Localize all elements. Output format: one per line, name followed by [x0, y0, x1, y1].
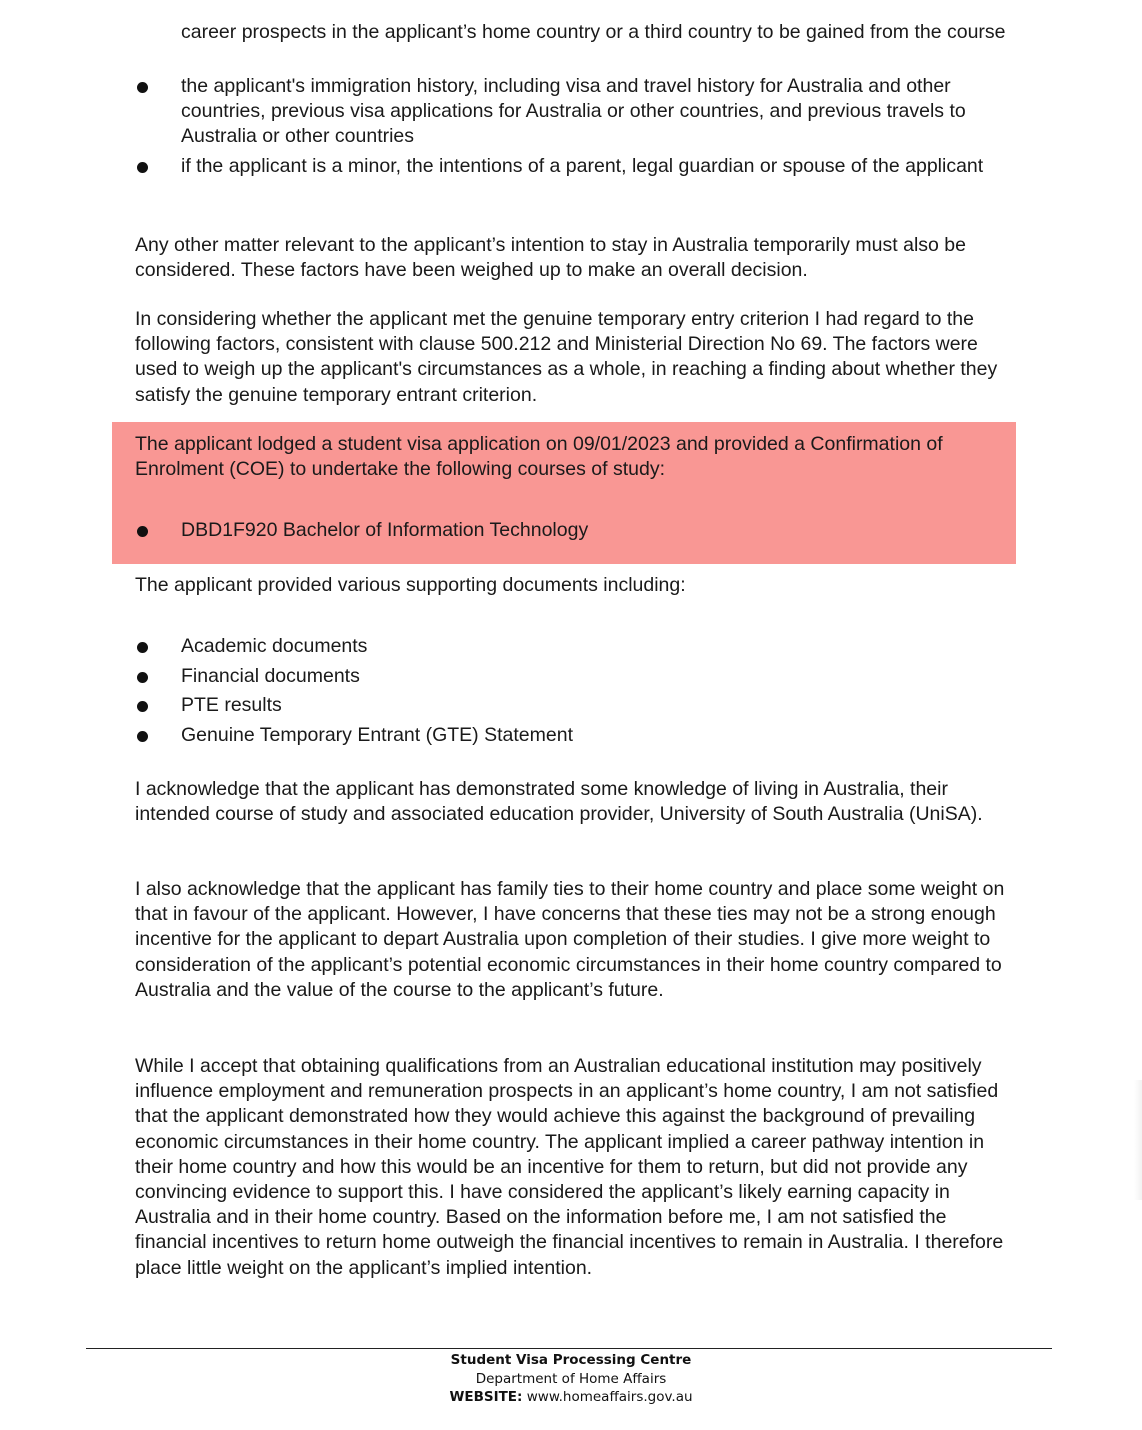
paragraph-acknowledge-family-ties: I also acknowledge that the applicant has family ties to their home country and place some weight on that in favour of the applicant. However, I have concerns that these ties may not be a strong enough incentive for the applicant to depart Australia upon completion of their studies. I give more weight to consideration of the applicant’s potential economic circumstances in their home country compared to Australia and the value of the course to the applicant’s future.	[135, 878, 1005, 1001]
list-item-text: if the applicant is a minor, the intentions of a parent, legal guardian or spouse of the applicant	[181, 154, 984, 177]
bullet-dot-icon	[137, 672, 148, 683]
bullet-dot-icon	[137, 526, 148, 537]
course-name: DBD1F920 Bachelor of Information Technology	[181, 519, 589, 541]
supporting-docs-list	[0, 634, 1020, 748]
list-item-text: Genuine Temporary Entrant (GTE) Statement	[181, 724, 573, 747]
list-item-text: the applicant's immigration history, including visa and travel history for Australia and other countries, previous visa applications for Australia or other countries, and previous travels to Australia or other countries	[181, 75, 966, 148]
list-item	[0, 693, 1020, 718]
bullet-dot-icon	[137, 162, 148, 173]
bullet-dot-icon	[137, 642, 148, 653]
footer-website-label: WEBSITE:	[449, 1389, 523, 1405]
list-item	[0, 154, 1011, 179]
page-footer	[0, 1351, 1142, 1407]
paragraph-supporting-intro: The applicant provided various supporting documents including:	[135, 574, 686, 596]
footer-website-url: www.homeaffairs.gov.au	[526, 1389, 693, 1405]
bullet-dot-icon	[137, 82, 148, 93]
paragraph-considering: In considering whether the applicant met the genuine temporary entry criterion I had regard to the following factors, consistent with clause 500.212 and Ministerial Direction No 69. The factors were used to weigh up the applicant's circumstances as a whole, in reaching a finding about whether they satisfy the genuine temporary entrant criterion.	[135, 308, 998, 406]
list-item-text: Academic documents	[181, 635, 368, 657]
list-item-text: Financial documents	[181, 664, 360, 687]
footer-website-line	[0, 1388, 1142, 1407]
list-item	[0, 74, 1011, 150]
paragraph-lodged-application: The applicant lodged a student visa application on 09/01/2023 and provided a Confirmation of Enrolment (COE) to undertake the following courses of study:	[135, 433, 943, 481]
paragraph-economic-circumstances: While I accept that obtaining qualifications from an Australian educational institution may positively influence employment and remuneration prospects in an applicant’s home country, I am not satisfied that the applicant demonstrated how they would achieve this against the background of prevailing economic circumstances in their home country. The applicant implied a career pathway intention in their home country and how this would be an incentive for them to return, but did not provide any convincing evidence to support this. I have considered the applicant’s likely earning capacity in Australia and in their home country. Based on the information before me, I am not satisfied the financial incentives to return home outweigh the financial incentives to remain in Australia. I therefore place little weight on the applicant’s implied intention.	[135, 1055, 1004, 1279]
scan-edge-shadow	[1134, 1080, 1142, 1200]
list-item	[0, 664, 1020, 689]
course-list	[0, 518, 1020, 543]
list-item	[0, 518, 1020, 543]
footer-department: Department of Home Affairs	[475, 1370, 667, 1387]
footer-centre-name: Student Visa Processing Centre	[450, 1352, 692, 1368]
paragraph-acknowledge-knowledge: I acknowledge that the applicant has demonstrated some knowledge of living in Australia, their intended course of study and associated education provider, University of South Australia (UniSA).	[135, 778, 983, 826]
bullet-continuation-text: career prospects in the applicant’s home country or a third country to be gained from the course	[181, 21, 1006, 43]
footer-divider	[86, 1348, 1052, 1349]
list-item	[0, 723, 1020, 748]
bullet-dot-icon	[137, 731, 148, 742]
bullet-dot-icon	[137, 701, 148, 712]
paragraph-other-matter: Any other matter relevant to the applicant’s intention to stay in Australia temporarily must also be considered. These factors have been weighed up to make an overall decision.	[135, 234, 966, 282]
criteria-bullet-list	[0, 74, 1020, 179]
list-item-text: PTE results	[181, 694, 282, 717]
list-item	[0, 634, 1020, 659]
